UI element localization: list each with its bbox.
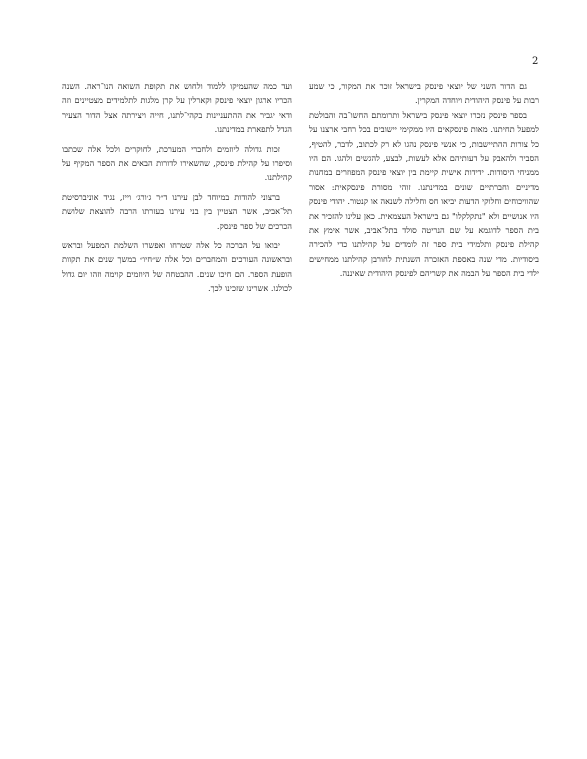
paragraph: ברצוני להודות במיוחד לבן עירנו ד״ר ג׳ורג׳ וייז, נגיד אוניברסיטת תל־אביב, אשר הצטיין בין בני עירנו בעזרתו הרבה להוצאת שלושת הכרכים של ספר פינסק. — [62, 191, 292, 231]
paragraph: יבואו על הברכה כל אלה שטרחו ואפשרו השלמת המפעל ובראש ובראשונה העורכים והמחברים וכל אלה ש״חיו״ במשך שנים את תקוות הופעת הספר. הם חיכו שנים. ההבטחה של היוזמים קוימה וזהו יום גדול לכולנו. אשרינו שזכינו לכך. — [62, 240, 292, 294]
page-number: 2 — [532, 56, 539, 67]
left-column — [62, 79, 292, 296]
paragraph: בספר פינסק נזכרו יוצאי פינסק בישראל ותרומתם החשו־בה והבולטת למפעל תחיתנו. מאות פינסקאים היו ממקימי יישובים בכל רחבי ארצנו על כל צורות ההתיישבות, כי אנשי פינסק נהגו לא רק לכתוב, לדבר, להטיף, הסביר ולהאבק על דעותיהם אלא לעשות, לבצע, להגשים ולהגו. הם היו ממניחי היסודות. ידידות אישית קיימת בין יוצאי פינסק המפוזרים במחנות מדיניים וחברתיים שונים במדינתנו. זוהי מסורת פינסקאית: אסור שהוויכוחים וחלוקי הדעות יביאו חס וחלילה לשנאה או קנטור. יהודי פינסק היו אנושיים ולא "נתקלקלו" גם בישראל העצמאית. כאן עלינו להזכיר את בית הספר לדוגמא על שם הנריטה סולד בתל־אביב, אשר אימץ את קהילת פינסק ותלמידי בית ספר זה לומדים על קהילתנו כדי להכירה ביסודיות. מדי שנה באספת האזכרה השנתית לחורבן קהילתנו ממחישים ילדי בית הספר על הבמה את קשריהם לפינסק היהודית שאיננה. — [309, 109, 539, 279]
paragraph: ועד כמה שהעמיקו ללמוד ולחוש את תקופת השואה הנו־ראה. השנה הכריו ארגון יוצאי פינסק וקארלין על קרן מלגות לתלמידים מצטיינים וזה ודאי יגביר את ההתעניינות בקהי־לתנו, חייה ויצירתה אצל הדור הצעיר הגדל לתפארת במדינתנו. — [62, 81, 292, 135]
paragraph: זכות גדולה ליוזמים ולחברי המערכת, לחוקרים ולכל אלה שכתבו וסיפרו על קהילת פינסק, שהשאירו לדורות הבאים את הספר המקיף על קהילתנו. — [62, 143, 292, 183]
paragraph: גם הדור השני של יוצאי פינסק בישראל זוכר את המקור, כי שמע רבות על פינסק היהודית ויוחדה המקרין. — [309, 81, 539, 106]
right-column — [309, 79, 539, 281]
